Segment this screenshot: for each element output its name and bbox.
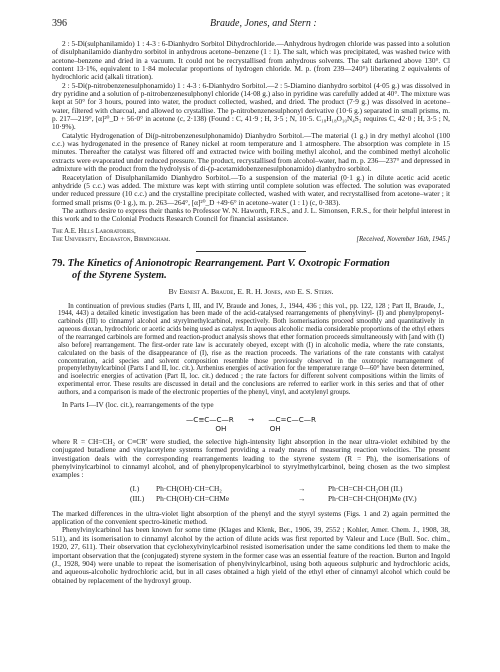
- equation-product: Ph·CH=CH·CH(OH)Me (IV.): [328, 493, 417, 503]
- paragraph: Phenylvinylcarbinol has been known for some time (Klages and Klenk, Ber., 1906, 39, 2552 ; Kohler, Amer. Chem. J., 1908, 38, 511), and its isomerisation to cinnamyl alcohol by the action of dilute acids was first reported by Valeur and Luce (Bull. Soc. chim., 1920, 27, 611). Their observation that cyclohexylvinylcarbinol resisted isomerisation under the same conditions led them to make the important observation that the (conjugated) styrene system in the former case was an essential feature of the reaction. Burton and Ingold (J., 1928, 904) were unable to repeat the isomerisation of phenylvinylcarbinol, using both aqueous sulphuric and hydrochloric acids, and aqueous-alcoholic hydrochloric acid, but in all cases obtained a high yield of the ethyl ether of cinnamyl alcohol which could be obtained by replacement of the hydroxyl group.: [52, 525, 450, 585]
- equation-product: Ph·CH=CH·CH₂OH (II.): [328, 483, 403, 493]
- equation-reactant: Ph·CH(OH)·CH=CH₂: [156, 483, 222, 493]
- affiliation-block: [52, 228, 450, 245]
- equation: [130, 494, 450, 504]
- running-title: Braude, Jones, and Stern :: [210, 18, 317, 29]
- paragraph: where R = CH=CH₂ or C≡CR′ were studied, the selective high-intensity light absorption in the near ultra-violet exhibited by the conjugated butadiene and vinylacetylene systems formed providing a ready means of measuring reaction velocities. The present investigation deals with the corresponding rearrangements leading to the styrene system (R = Ph), the isomerisations of phenylvinylcarbinol to cinnamyl alcohol, and of phenylpropenylcarbinol to styrylmethylcarbinol, being chosen as the two simplest examples :: [52, 437, 450, 480]
- equation: [130, 484, 450, 494]
- article-number: 79.: [52, 258, 65, 270]
- paragraph: Catalytic Hydrogenation of Di(p-nitrobenzenesulphonamido) Dianhydro Sorbitol.—The material (1 g.) in dry methyl alcohol (100 c.c.) was hydrogenated in the presence of Raney nickel at room temperature and 1 atmosphere. The absorption was complete in 15 minutes. Thereafter the catalyst was filtered off and extracted twice with boiling methyl alcohol, and the combined methyl alcoholic extracts were evaporated under reduced pressure. The product, recrystallised from alcohol–water, had m. p. 236—237° and depressed in admixture with the product from the hydrolysis of di-(p-acetamidobenzenesulphonamido) dianhydro sorbitol.: [52, 130, 450, 174]
- paragraph: 2 : 5-Di(sulphanilamido) 1 : 4-3 : 6-Dianhydro Sorbitol Dihydrochloride.—Anhydrous hydrogen chloride was passed into a solution of disulphanilamido dianhydro sorbitol in anhydrous acetone–benzene (1 : 1). The salt, which was precipitated, was washed twice with acetone–benzene and dried in a vacuum. It could not be recrystallised from anhydrous solvents. The salt darkened above 130°. Cl content 13·1%, equivalent to 1·84 molecular proportions of hydrogen chloride. M. p. (from 239—240°) liberating 2 equivalents of hydrochloric acid (alkali titration).: [52, 39, 450, 82]
- equation-label: (I.): [130, 483, 140, 493]
- article-title: [52, 258, 450, 282]
- scheme-left-oh: OH: [215, 424, 227, 434]
- equation-reactant: Ph·CH(OH)·CH=CHMe: [156, 493, 230, 503]
- reaction-scheme: [52, 415, 450, 433]
- arrow-icon: →: [298, 493, 306, 503]
- affiliation-line: The University, Edgbaston, Birmingham.: [52, 235, 171, 243]
- arrow-icon: →: [247, 415, 255, 425]
- paragraph: Reacetylation of Disulphanilamido Dianhydro Sorbitol.—To a suspension of the material (0·1 g.) in dilute acetic acid acetic anhydride (5 c.c.) was added. The mixture was kept with stirring until complete solution was effected. The solution was evaporated under reduced pressure (10 c.c.) and the crystalline precipitate collected, washed with water, and recrystallised from acetone–water ; it formed small prisms (0·1 g.), m. p. 263—264°, [α]²⁰_D +49·6° in acetone–water (1 : 1) (c, 0·383).: [52, 172, 450, 207]
- abstract-text: In continuation of previous studies (Parts I, III, and IV, Braude and Jones, J., 1944, 436 ; this vol., pp. 122, 128 ; Part II, Braude, J., 1944, 443) a detailed kinetic investigation has been made of the acid-catalysed rearrangements of phenylvinyl- (I) and phenylpropenyl-carbinols (III) to cinnamyl alcohol and styrylmethylcarbinol, respectively. Both isomerisations proceed smoothly and quantitatively in aqueous dioxan, hydrochloric or acetic acids being used as catalyst. In aqueous alcoholic media considerable proportions of the ethyl ethers of the rearranged carbinols are formed and reaction-product analysis shows that ether formation proceeds simultaneously with [and with (I) also before] rearrangement. The first-order rate law is accurately obeyed, except with (I) in alcoholic media, where the rate constants, calculated on the basis of the disappearance of (I), rise as the reaction proceeds. The variations of the rate constants with catalyst concentration, acid species and solvent composition resemble those previously observed in the oxotropic rearrangement of propenylethynylcarbinol (Parts I and II, loc. cit.). Arrhenius energies of activation for the temperature range 0—60° have been determined, and isoelectric energies of activation (Part II, loc. cit.) deduced ; the rate factors for different solvent compositions within the limits of experimental error. These results are discussed in detail and the conclusions are referred to earlier work in this series and that of other authors, and a comparison is made of the electronic properties of the phenyl, vinyl, and acetylenyl groups.: [58, 302, 444, 396]
- affiliation-line: The A.E. Hills Laboratories,: [52, 227, 136, 235]
- paragraph: The marked differences in the ultra-violet light absorption of the phenyl and the styryl systems (Figs. 1 and 2) again permitted the application of the convenient spectro-kinetic method.: [52, 508, 450, 527]
- paragraph: 2 : 5-Di(p-nitrobenzenesulphonamido) 1 : 4-3 : 6-Dianhydro Sorbitol.—2 : 5-Diamino dianhydro sorbitol (4·05 g.) was dissolved in dry pyridine and a solution of p-nitrobenzenesulphonyl chloride (14·08 g.) also in pyridine was carefully added at 40°. The mixture was kept at 50° for 3 hours, poured into water, the product collected, washed, and dried. The product (7·9 g.) was dissolved in acetone–water, filtered with charcoal, and allowed to crystallise. The p-nitrobenzenesulphonyl derivative (10·6 g.) separated in small prisms, m. p. 217—219°, [α]²⁰_D + 56·0° in acetone (c, 2·138) (Found : C, 41·9 ; H, 3·5 ; N, 10·5. C₁₈H₁₈O₁₀N₄S₂ requires C, 42·0 ; H, 3·5 ; N, 10·9%).: [52, 80, 450, 132]
- paragraph: In Parts I—IV (loc. cit.), rearrangements of the type: [62, 399, 214, 409]
- authors: By Ernest A. Braude, E. R. H. Jones, and E. S. Stern.: [168, 287, 334, 297]
- previous-article-tail: [52, 40, 450, 244]
- scheme-left: —C≡C—C—R: [186, 415, 234, 425]
- article-title-line: The Kinetics of Anionotropic Rearrangement. Part V. Oxotropic Formation: [67, 258, 390, 270]
- running-header: [52, 20, 450, 36]
- received-date: [Received, November 16th, 1945.]: [356, 235, 450, 243]
- section-divider: [196, 251, 306, 252]
- arrow-icon: →: [298, 483, 306, 493]
- reaction-equations: [130, 484, 450, 504]
- article-title-line: of the Styrene System.: [72, 270, 167, 282]
- abstract: [58, 303, 444, 397]
- affiliation: [52, 228, 170, 245]
- equation-label: (III.): [130, 493, 145, 503]
- scheme-right-oh: OH: [269, 424, 281, 434]
- page-number: 396: [52, 18, 67, 29]
- acknowledgement: The authors desire to express their thanks to Professor W. N. Haworth, F.R.S., and J. L. Simonsen, F.R.S., for their helpful interest in this work and to the Colonial Products Research Council for financial assistance.: [52, 205, 450, 224]
- scheme-right: —C=C—C—R: [268, 415, 316, 425]
